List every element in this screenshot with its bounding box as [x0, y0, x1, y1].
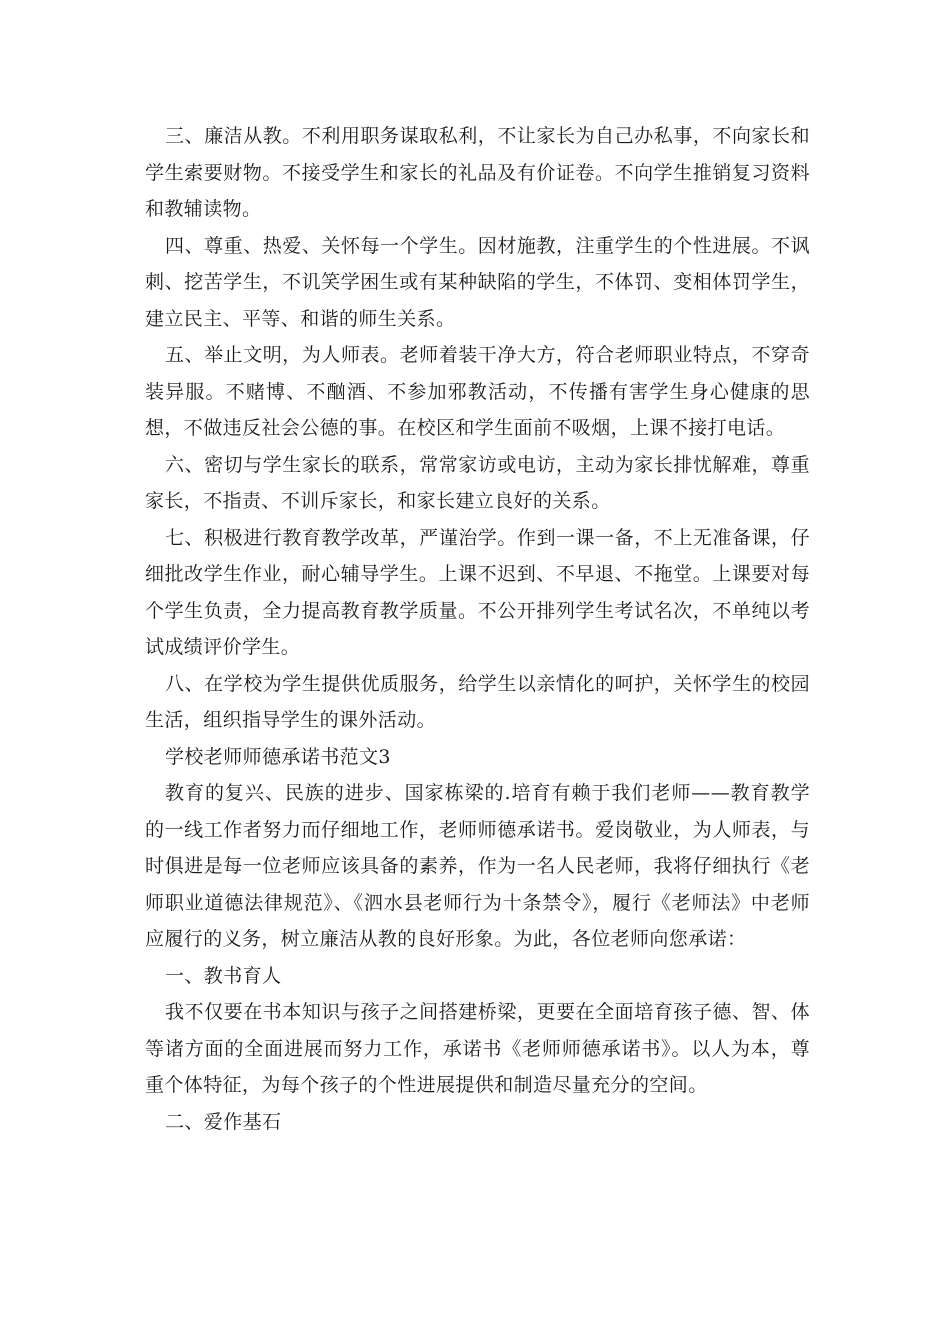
section-heading: 学校老师师德承诺书范文3 — [165, 745, 391, 768]
paragraph-teaching: 我不仅要在书本知识与孩子之间搭建桥梁，更要在全面培育孩子德、智、体等诸方面的全面进展而努力工作，承诺书《老师师德承诺书》。以人为本，尊重个体特征，为每个孩子的个性进展提供和制造尽量充分的空间。 — [145, 1001, 810, 1096]
subheading-love: 二、爱作基石 — [165, 1110, 282, 1133]
document-body — [145, 118, 810, 1140]
subheading-teaching: 一、教书育人 — [165, 964, 282, 987]
paragraph-service: 八、在学校为学生提供优质服务，给学生以亲情化的呵护，关怀学生的校园生活，组织指导学生的课外活动。 — [145, 672, 810, 731]
paragraph-introduction: 教育的复兴、民族的进步、国家栋梁的.培育有赖于我们老师——教育教学的一线工作者努力而仔细地工作，老师师德承诺书。爱岗敬业，为人师表，与时俱进是每一位老师应该具备的素养，作为一名人民老师，我将仔细执行《老师职业道德法律规范》、《泗水县老师行为十条禁令》，履行《老师法》中老师应履行的义务，树立廉洁从教的良好形象。为此，各位老师向您承诺： — [145, 782, 810, 950]
paragraph-conduct: 五、举止文明，为人师表。老师着装干净大方，符合老师职业特点，不穿奇装异服。不赌博、不酗酒、不参加邪教活动，不传播有害学生身心健康的思想，不做违反社会公德的事。在校区和学生面前不吸烟，上课不接打电话。 — [145, 344, 810, 439]
paragraph-respect-students: 四、尊重、热爱、关怀每一个学生。因材施教，注重学生的个性进展。不讽刺、挖苦学生，不讥笑学困生或有某种缺陷的学生，不体罚、变相体罚学生，建立民主、平等、和谐的师生关系。 — [145, 234, 810, 330]
paragraph-integrity: 三、廉洁从教。不利用职务谋取私利，不让家长为自己办私事，不向家长和学生索要财物。不接受学生和家长的礼品及有价证卷。不向学生推销复习资料和教辅读物。 — [145, 125, 810, 220]
paragraph-parent-contact: 六、密切与学生家长的联系，常常家访或电访，主动为家长排忧解难，尊重家长，不指责、不训斥家长，和家长建立良好的关系。 — [145, 453, 810, 512]
paragraph-teaching-reform: 七、积极进行教育教学改革，严谨治学。作到一课一备，不上无准备课，仔细批改学生作业，耐心辅导学生。上课不迟到、不早退、不拖堂。上课要对每个学生负责，全力提高教育教学质量。不公开排列学生考试名次，不单纯以考试成绩评价学生。 — [145, 526, 810, 658]
